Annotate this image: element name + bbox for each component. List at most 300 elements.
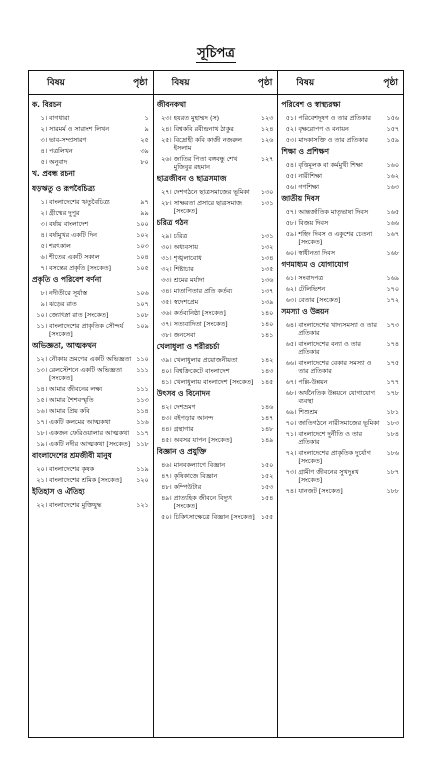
section-title: বাংলাদেশের শ্রমজীবী মানুষ [32,451,112,460]
entry-page: ১৩১ [260,199,274,207]
entry-title: সংবাদপত্র [298,274,324,282]
entry-title: অনুবাদ [49,158,68,166]
entry-title: খেলাধুলায় বাংলাদেশ [সংকেত] [173,378,254,386]
entry-number: ৭২। [285,449,297,457]
entry-title: বাংলাদেশের মুক্তিযুদ্ধ [49,501,102,509]
toc-entry[interactable] [281,172,399,180]
toc-entry[interactable] [157,199,274,215]
entry-number: ৩৪। [161,287,172,295]
entry-title: বাংলাদেশে দুর্নীতি ও তার প্রতিকার [298,430,362,446]
entry-number: ৪১। [161,378,172,386]
entry-number: ১২। [36,355,47,363]
entry-page: ১৩০ [260,188,274,196]
toc-entry[interactable] [32,231,149,239]
toc-entry[interactable] [281,208,399,216]
entry-page: ১১৩ [136,396,149,404]
toc-entry[interactable] [32,440,149,448]
entry-title: বাংলাদেশের বন্যা ও তার প্রতিকার [298,340,361,356]
entry-number: ৬০। [285,249,297,257]
toc-entry[interactable] [32,465,149,473]
entry-title: আমার প্রিয় কবি [49,407,90,415]
entry-page: ১ [144,114,149,122]
toc-entry[interactable] [32,253,149,261]
toc-entry[interactable] [281,285,399,293]
toc-entry[interactable] [157,472,274,480]
entry-title: ভাব-সম্প্রসারণ [49,136,87,144]
entry-page: ১১৭ [136,429,149,437]
entry-page: ১২৪ [260,125,274,133]
toc-entry[interactable] [281,359,399,375]
entry-number: ৬১। [285,274,297,282]
toc-entry[interactable] [157,114,274,122]
entry-page: ১৭৭ [386,378,399,386]
section-title: ছাত্রজীবন ও ছাত্রসমাজ [156,174,227,183]
entry-number: ১৫। [36,396,47,404]
entry-page: ১৪৬ [260,403,274,411]
entry-page: ১০৬ [136,289,149,297]
entry-number: ৭১। [285,430,297,438]
entry-title: জাতিগঠনে নারীসমাজের ভূমিকা [298,419,380,427]
entry-number: ১৬। [36,407,47,415]
toc-entry[interactable] [32,158,149,166]
toc-entry[interactable] [157,232,274,240]
toc-entry[interactable] [157,320,274,328]
entry-title: শরৎকাল [49,242,71,250]
entry-title: গণশিক্ষা [298,183,320,191]
toc-entry[interactable] [157,243,274,251]
entry-number: ৭। [40,264,47,272]
section-title: খ. প্রবন্ধ রচনা [32,169,75,178]
entry-number: ১৩। [36,366,47,374]
entry-number: ৪। [40,147,47,155]
entry-title: চিকিৎসাক্ষেত্রে বিজ্ঞান [সংকেত] [173,513,255,521]
entry-title: বাংলাদেশের খাদ্যসমস্যা ও তার প্রতিকার [298,321,377,337]
entry-number: ৩৩। [161,276,172,284]
entry-page: ১২৩ [260,114,274,122]
entry-title: বাগধারা [49,114,70,122]
entry-number: ৯। [40,300,47,308]
entry-title: মাতাপিতার প্রতি কর্তব্য [173,287,233,295]
entry-page: ১৩৭ [260,287,274,295]
toc-entry[interactable] [157,287,274,295]
toc-entry[interactable] [32,418,149,426]
toc-entry[interactable] [281,125,399,133]
section-title: শিক্ষা ও প্রশিক্ষণ [281,147,330,156]
entry-page: ১৪২ [260,356,274,364]
toc-entry[interactable] [32,289,149,297]
entry-number: ২৪। [161,125,172,133]
entry-number: ৩৭। [161,320,172,328]
entry-page: ১০৪ [136,253,149,261]
entry-number: ৩। [40,220,47,228]
entry-page: ১৪০ [260,309,274,317]
entry-page: ১৪৯ [260,436,274,444]
entry-number: ৬৩। [285,296,297,304]
entry-number: ২০। [36,465,47,473]
entry-number: ৪২। [161,403,172,411]
entry-number: ৭৪। [285,487,297,495]
entry-title: বাংলাদেশের প্রাকৃতিক দুর্যোগ [সংকেত] [298,449,371,465]
section-title: চরিত্র গঠন [156,218,189,227]
entry-page: ১৮৪ [386,430,399,438]
entry-title: হযরত মুহাম্মদ (স) [173,114,220,122]
toc-entry[interactable] [157,155,274,171]
toc-entry[interactable] [281,219,399,227]
entry-page: ১১৮ [136,440,149,448]
entry-number: ২৬। [161,155,172,163]
toc-entry[interactable] [32,355,149,363]
entry-number: ৬৬। [285,359,297,367]
toc-entry[interactable] [32,136,149,144]
entry-title: বসন্তের প্রকৃতি [সংকেত] [49,264,111,272]
entry-page: ১৭৪ [386,340,399,348]
entry-number: ৫৯। [285,230,297,238]
toc-entry[interactable] [157,425,274,433]
entry-page: ১৫৬ [386,114,399,122]
entry-title: যানজট [সংকেত] [298,487,343,495]
entry-page: ২৫ [140,136,149,144]
entry-number: ৫০। [161,513,172,521]
toc-entry[interactable] [281,249,399,257]
entry-title: দেশগঠনে ছাত্রসমাজের ভূমিকা [173,188,250,196]
entry-title: জ্যোৎস্না রাত [সংকেত] [49,311,109,319]
entry-title: রেলস্টেশনে একটি অভিজ্ঞতা [সংকেত] [49,366,122,382]
entry-page: ৩৯ [140,147,149,155]
entry-number: ২৭। [161,188,172,196]
section-title: জীবনকথা [156,100,187,109]
entry-title: বাংলাদেশের শ্রমিক [সংকেত] [49,476,122,484]
entry-number: ৫৮। [285,219,297,227]
entry-page: ১৬৮ [386,249,399,257]
entry-number: ৬৯। [285,408,297,416]
entry-title: বিশ্বক্রিকেটে বাংলাদেশ [173,367,230,375]
section-title: গণমাধ্যম ও যোগাযোগ [281,260,349,269]
entry-title: সত্যবাদিতা [সংকেত] [173,320,228,328]
entry-title: কর্তব্যনিষ্ঠা [সংকেত] [173,309,226,317]
entry-title: বিশ্বকবি রবীন্দ্রনাথ ঠাকুর [173,125,234,133]
entry-page: ১১৯ [136,465,149,473]
toc-entry[interactable] [32,147,149,155]
entry-page: ১২১ [136,501,149,509]
entry-number: ৭০। [285,419,297,427]
entry-title: বৃত্তিমূলক বা কর্মমুখী শিক্ষা [298,161,363,169]
entry-page: ১৩১ [260,232,274,240]
entry-page: ১১৪ [136,407,149,415]
entry-number: ২২। [36,501,47,509]
entry-page: ১৫৭ [386,125,399,133]
entry-page: ১৮৬ [386,449,399,457]
entry-number: ৪০। [161,367,172,375]
toc-entry[interactable] [157,331,274,339]
entry-title: নৌকায় ভ্রমণের একটি অভিজ্ঞতা [49,355,132,363]
toc-entry[interactable] [157,309,274,317]
toc-entry[interactable] [281,340,399,356]
entry-title: স্বাধীনতা দিবস [298,249,335,257]
entry-page: ১৪৮ [260,425,274,433]
entry-page: ১০০ [136,220,149,228]
toc-entry[interactable] [32,220,149,228]
toc-column [29,71,154,737]
entry-title: দেশভ্রমণ [173,403,196,411]
toc-entry[interactable] [157,276,274,284]
entry-page: ৮০ [140,158,149,166]
entry-page: ১৫৩ [260,483,274,491]
toc-column [278,71,403,737]
entry-number: ৫৭। [285,208,297,216]
toc-entry[interactable] [32,501,149,509]
entry-page: ১৭৮ [386,389,399,397]
entry-title: সারমর্ম ও সারাংশ লিখন [49,125,110,133]
entry-number: ৬২। [285,285,297,293]
entry-number: ৬। [40,253,47,261]
section-title: পরিবেশ ও স্বাস্থ্যরক্ষা [281,100,341,109]
entry-number: ৩১। [161,254,172,262]
entry-title: টেলিভিশন [298,285,326,293]
entry-title: অবসর যাপন [সংকেত] [173,436,233,444]
entry-page: ১২৬ [260,136,274,144]
entry-page: ১৮১ [386,408,399,416]
entry-page: ১২৭ [260,155,274,163]
entry-page: ১৬৩ [386,183,399,191]
toc-entry[interactable] [281,161,399,169]
entry-page: ১৮৭ [386,468,399,476]
toc-entry[interactable] [157,513,274,521]
entry-title: জাতির পিতা বঙ্গবন্ধু শেখ মুজিবুর রহমান [173,155,238,171]
entry-number: ৫৪। [285,161,297,169]
column-header [278,71,403,95]
entry-title: শ্রমের মর্যাদা [173,276,205,284]
entry-number: ৩৫। [161,298,172,306]
entry-number: ৪৯। [161,494,172,502]
toc-entry[interactable] [157,461,274,469]
section-title: ক. বিরচন [32,100,62,109]
toc-entry[interactable] [157,367,274,375]
entry-number: ৫৬। [285,183,297,191]
entry-number: ৪। [40,231,47,239]
section-title: ইতিহাস ও ঐতিহ্য [32,487,85,496]
entry-number: ৩৮। [161,331,172,339]
entry-page: ১৭২ [386,296,399,304]
entry-title: পল্লি-উন্নয়ন [298,378,328,386]
entry-title: বাংলাদেশের কৃষক [49,465,95,473]
toc-entry[interactable] [157,436,274,444]
column-body [29,95,153,512]
toc-entry[interactable] [32,429,149,437]
entry-title: বর্ষামুখর একটি দিন [49,231,97,239]
toc-entry[interactable] [157,378,274,386]
entry-page: ১৩৪ [260,254,274,262]
entry-number: ১। [40,114,47,122]
entry-number: ১৪। [36,385,47,393]
toc-entry[interactable] [32,264,149,272]
entry-page: ১০৯ [136,322,149,330]
toc-entry[interactable] [157,483,274,491]
entry-title: শীতের একটি সকাল [49,253,100,261]
section-title: বিজ্ঞান ও প্রযুক্তি [156,447,207,456]
toc-entry[interactable] [32,209,149,217]
entry-page: ১০২ [136,231,149,239]
entry-number: ৩২। [161,265,172,273]
section-title: জাতীয় দিবস [281,194,320,203]
entry-number: ৪৫। [161,436,172,444]
toc-entry[interactable] [157,254,274,262]
entry-page: ১৮৩ [386,419,399,427]
entry-number: ৩০। [161,243,172,251]
toc-entry[interactable] [32,407,149,415]
entry-page: ১৪১ [260,331,274,339]
entry-number: ১৯। [36,440,47,448]
section-title: অভিজ্ঞতা, আত্মকথন [32,341,97,350]
header-page: পৃষ্ঠা [383,78,398,88]
entry-number: ৩৬। [161,309,172,317]
entry-number: ৫২। [285,125,297,133]
entry-title: একজন ফেরিওয়ালার আত্মকথা [49,429,130,437]
entry-number: ১০। [36,311,47,319]
toc-entry[interactable] [281,183,399,191]
toc-entry[interactable] [32,114,149,122]
toc-entry[interactable] [281,449,399,465]
entry-page: ১৩৬ [260,276,274,284]
toc-entry[interactable] [32,385,149,393]
toc-entry[interactable] [32,322,149,338]
entry-title: নদীতীরে সূর্যাস্ত [49,289,88,297]
entry-title: মানবকল্যাণে বিজ্ঞান [173,461,226,469]
entry-title: বাংলাদেশের বেকার সমস্যা ও তার প্রতিকার [298,359,372,375]
toc-entry[interactable] [157,494,274,510]
entry-number: ২৯। [161,232,172,240]
entry-title: পরিবেশদূষণ ও তার প্রতিকার [298,114,371,122]
entry-title: প্রাত্যহিক জীবনে বিদ্যুৎ [সংকেত] [173,494,233,510]
entry-page: ১১১ [136,366,149,374]
entry-page: ১৭৩ [386,321,399,329]
entry-title: গ্রন্থাগার [173,425,194,433]
entry-page: ৯৭ [140,198,149,206]
toc-entry[interactable] [281,321,399,337]
entry-number: ৩। [40,136,47,144]
toc-entry[interactable] [157,188,274,196]
entry-title: বাংলাদেশের প্রাকৃতিক সৌন্দর্য [সংকেত] [49,322,124,338]
entry-title: সাক্ষরতা প্রসারে ছাত্রসমাজ [সংকেত] [173,199,242,215]
entry-number: ১৮। [36,429,47,437]
entry-number: ৪৬। [161,461,172,469]
entry-title: খেলাধুলার প্রয়োজনীয়তা [173,356,238,364]
section-title: সমস্যা ও উন্নয়ন [281,307,329,316]
entry-page: ১৭৫ [386,359,399,367]
entry-title: একটি নদীর আত্মকথা [সংকেত] [49,440,131,448]
entry-page: ১০৩ [136,242,149,250]
toc-entry[interactable] [281,136,399,144]
toc-entry[interactable] [281,419,399,427]
toc-entry[interactable] [32,396,149,404]
entry-number: ৬৪। [285,321,297,329]
toc-entry[interactable] [281,430,399,446]
toc-entry[interactable] [157,356,274,364]
toc-entry[interactable] [32,476,149,484]
toc-entry[interactable] [281,378,399,386]
toc-entry[interactable] [281,274,399,282]
toc-entry[interactable] [32,125,149,133]
entry-number: ৪৩। [161,414,172,422]
entry-title: পত্রলিখন [49,147,73,155]
entry-page: ১৭০ [386,285,399,293]
section-title: খেলাধুলা ও শরীরচর্চা [156,342,220,351]
header-subject: বিষয় [47,78,65,88]
entry-number: ২৫। [161,136,172,144]
entry-page: ১৮৮ [386,487,399,495]
entry-title: বিজয় দিবস [298,219,329,227]
entry-title: গ্রামীণ জীবনের সুখদুঃখ [সংকেত] [298,468,359,484]
entry-page: ১৬৬ [386,219,399,227]
entry-title: নারীশিক্ষা [298,172,322,180]
entry-title: গ্রীষ্মের দুপুর [49,209,80,217]
toc-entry[interactable] [32,300,149,308]
entry-number: ৪৭। [161,472,172,480]
header-page: পৃষ্ঠা [257,78,273,88]
entry-title: শিশুশ্রম [298,408,318,416]
toc-entry[interactable] [281,487,399,495]
entry-number: ৭৩। [285,468,297,476]
toc-entry[interactable] [281,468,399,484]
toc-entry[interactable] [157,403,274,411]
toc-entry[interactable] [32,198,149,206]
entry-number: ৪৪। [161,425,172,433]
toc-entry[interactable] [281,114,399,122]
entry-title: আমার জীবনের লক্ষ্য [49,385,103,393]
entry-page: ৯৯ [140,209,149,217]
entry-number: ২। [40,125,47,133]
entry-title: মাদকাসক্তি ও তার প্রতিকার [298,136,368,144]
toc-entry[interactable] [157,414,274,422]
toc-entry[interactable] [281,408,399,416]
column-header [29,71,153,95]
entry-title: আমার শৈশবস্মৃতি [49,396,94,404]
entry-number: ২। [40,209,47,217]
entry-number: ৫৫। [285,172,297,180]
toc-entry[interactable] [32,242,149,250]
toc-entry[interactable] [281,296,399,304]
entry-number: ৫। [40,242,47,250]
column-body [154,95,278,524]
entry-page: ১৪৩ [260,367,274,375]
entry-page: ১১৬ [136,418,149,426]
entry-page: ১০৫ [136,264,149,272]
entry-title: শৃঙ্খলাবোধ [173,254,202,262]
toc-entry[interactable] [32,366,149,382]
entry-page: ৯ [144,125,149,133]
entry-number: ২১। [36,476,47,484]
entry-page: ১৬৭ [386,230,399,238]
section-title: প্রকৃতি ও পরিবেশ বর্ণনা [32,275,102,284]
entry-page: ১৫০ [260,461,274,469]
toc-entry[interactable] [157,125,274,133]
entry-page: ১৬৫ [386,208,399,216]
column-header [154,71,278,95]
toc-entry[interactable] [281,389,399,405]
toc-entry[interactable] [281,230,399,246]
toc-entry[interactable] [157,265,274,273]
entry-number: ১। [40,198,47,206]
entry-title: বাংলাদেশের ঋতুবৈচিত্র্য [49,198,110,206]
entry-page: ১৪৫ [260,378,274,386]
toc-entry[interactable] [32,311,149,319]
entry-page: ১৫৫ [260,513,274,521]
entry-page: ১৬০ [386,161,399,169]
entry-title: কৃষিকাজে বিজ্ঞান [173,472,218,480]
toc-entry[interactable] [157,298,274,306]
entry-title: বইপড়ার আনন্দ [173,414,214,422]
entry-number: ১১। [36,322,47,330]
toc-entry[interactable] [157,136,274,152]
